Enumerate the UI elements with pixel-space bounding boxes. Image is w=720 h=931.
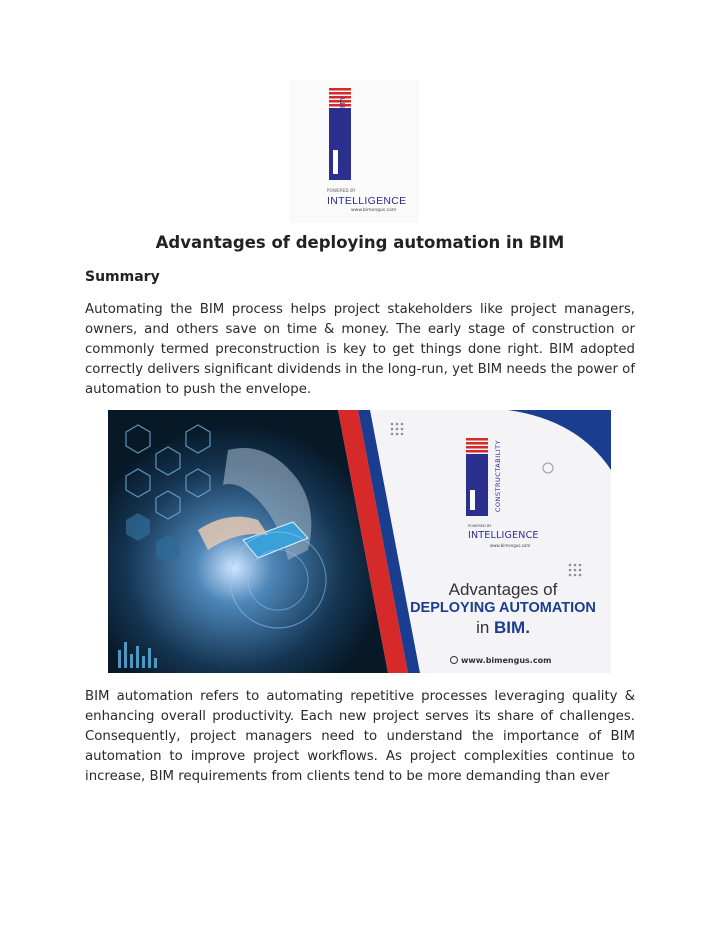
banner-title-line-3-prefix: in bbox=[476, 618, 495, 637]
banner-logo bbox=[466, 432, 566, 552]
logo-intelligence: INTELLIGENCE bbox=[327, 195, 407, 207]
logo-url: www.bimengus.com bbox=[351, 208, 397, 213]
logo-powered-by: POWERED BY bbox=[327, 188, 356, 193]
banner-title-line-1: Advantages of bbox=[448, 580, 558, 599]
logo-brand-text: CONSTRUCTABILITY bbox=[339, 95, 347, 175]
section-heading-summary: Summary bbox=[85, 269, 160, 285]
automation-banner-image bbox=[108, 410, 611, 673]
banner-logo-vertical-text bbox=[492, 436, 504, 516]
constructability-logo bbox=[289, 80, 419, 223]
banner-title-line-3 bbox=[398, 618, 608, 638]
banner-powered-by: POWERED BY bbox=[468, 524, 492, 528]
banner-site bbox=[450, 656, 551, 665]
banner-url-small: www.bimengus.com bbox=[490, 543, 531, 548]
banner-title-line-3-bold: BIM. bbox=[494, 618, 530, 637]
paragraph-1: Automating the BIM process helps project stakeholders like project managers, owners, and others save on time & money. The early stage of construction or commonly termed preconstruction is key to get things done right. BIM adopted correctly delivers significant dividends in the long-run, yet BIM needs the power of automation to push the envelope. bbox=[85, 302, 635, 397]
banner-site-text: www.bimengus.com bbox=[461, 656, 552, 665]
banner-intelligence: INTELLIGENCE bbox=[468, 530, 539, 541]
logo-vertical-text bbox=[337, 90, 349, 180]
document-title: Advantages of deploying automation in BIM bbox=[155, 233, 565, 252]
globe-icon bbox=[450, 656, 458, 664]
banner-brand-text: CONSTRUCTABILITY bbox=[494, 439, 502, 513]
paragraph-2: BIM automation refers to automating repetitive processes leveraging quality & enhancing overall productivity. Each new project serves its share of challenges. Consequently, project managers need to understand the importance of BIM automation to improve project workflows. As project complexities continue to increase, BIM requirements from clients tend to be more demanding than ever bbox=[85, 689, 635, 784]
banner-title-line-2: DEPLOYING AUTOMATION bbox=[410, 600, 596, 616]
